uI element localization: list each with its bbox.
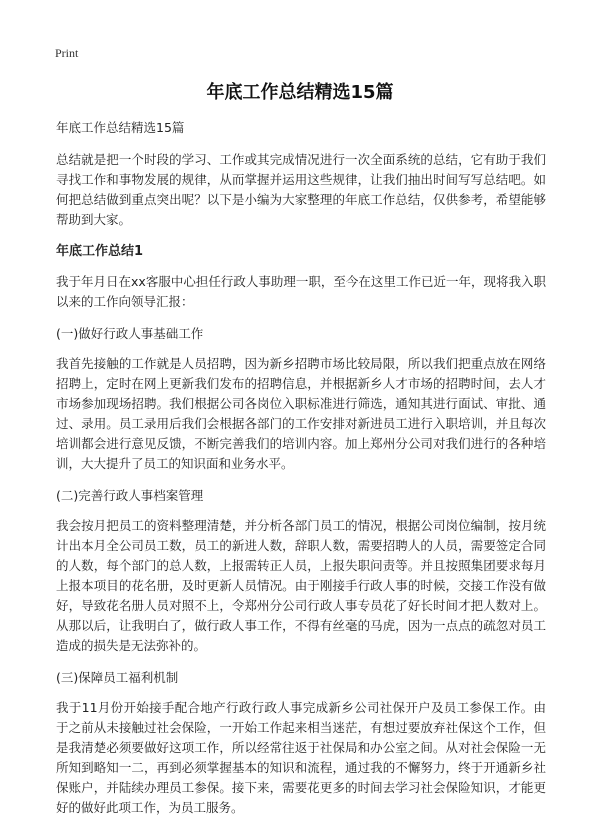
subsection-body-3: 我于11月份开始接手配合地产行政行政人事完成新乡公司社保开户及员工参保工作。由于之前从未接触过社会保险，一开始工作起来相当迷茫，有想过要放弃社保这个工作，但是我清楚必须要做好这项工作，所以经常往返于社保局和办公室之间。从对社会保险一无所知到略知一二，再到必须掌握基本的知识和流程，通过我的不懈努力，终于开通新乡社保账户，并陆续办理员工参保。接下来，需要花更多的时间去学习社会保险知识，才能更好的做好此项工作，为员工服务。 [56,700,546,815]
subsection-title-3: (三)保障员工福利机制 [56,670,179,685]
print-link[interactable]: Print [55,46,79,60]
document-body [56,118,546,830]
page-title: 年底工作总结精选15篇 [206,82,394,103]
subsection-title-2: (二)完善行政人事档案管理 [56,488,204,503]
subsection-body-2: 我会按月把员工的资料整理清楚，并分析各部门员工的情况，根据公司岗位编制，按月统计出本月全公司员工数，员工的新进人数，辞职人数，需要招聘人的人员，需要签定合同的人数，每个部门的总人数，上报需转正人员，上报失职问责等。并且按照集团要求每月上报本项目的花名册，及时更新人员情况。由于刚接手行政人事的时候，交接工作没有做好，导致花名册人员对照不上，令郑州分公司行政人事专员花了好长时间才把人数对上。从那以后，让我明白了，做行政人事工作，不得有丝毫的马虎，因为一点点的疏忽对员工造成的损失是无法弥补的。 [56,518,546,653]
subsection-body-1: 我首先接触的工作就是人员招聘，因为新乡招聘市场比较局限，所以我们把重点放在网络招聘上，定时在网上更新我们发布的招聘信息，并根据新乡人才市场的招聘时间，去人才市场参加现场招聘。我们根据公司各岗位入职标准进行筛选，通知其进行面试、审批、通过、录用。员工录用后我们会根据各部门的工作安排对新进员工进行入职培训，并且每次培训都会进行意见反馈，不断完善我们的培训内容。加上郑州分公司对我们进行的各种培训，大大提升了员工的知识面和业务水平。 [56,356,546,471]
subsection-title-1: (一)做好行政人事基础工作 [56,326,204,341]
opening-paragraph: 我于年月日在xx客服中心担任行政人事助理一职，至今在这里工作已近一年，现将我入职以来的工作向领导汇报： [56,274,546,309]
section-heading: 年底工作总结1 [56,244,144,259]
document-subtitle: 年底工作总结精选15篇 [56,120,185,135]
intro-paragraph: 总结就是把一个时段的学习、工作或其完成情况进行一次全面系统的总结，它有助于我们寻找工作和事物发展的规律，从而掌握并运用这些规律，让我们抽出时间写写总结吧。如何把总结做到重点突出呢？以下是小编为大家整理的年底工作总结，仅供参考，希望能够帮助到大家。 [56,152,546,227]
